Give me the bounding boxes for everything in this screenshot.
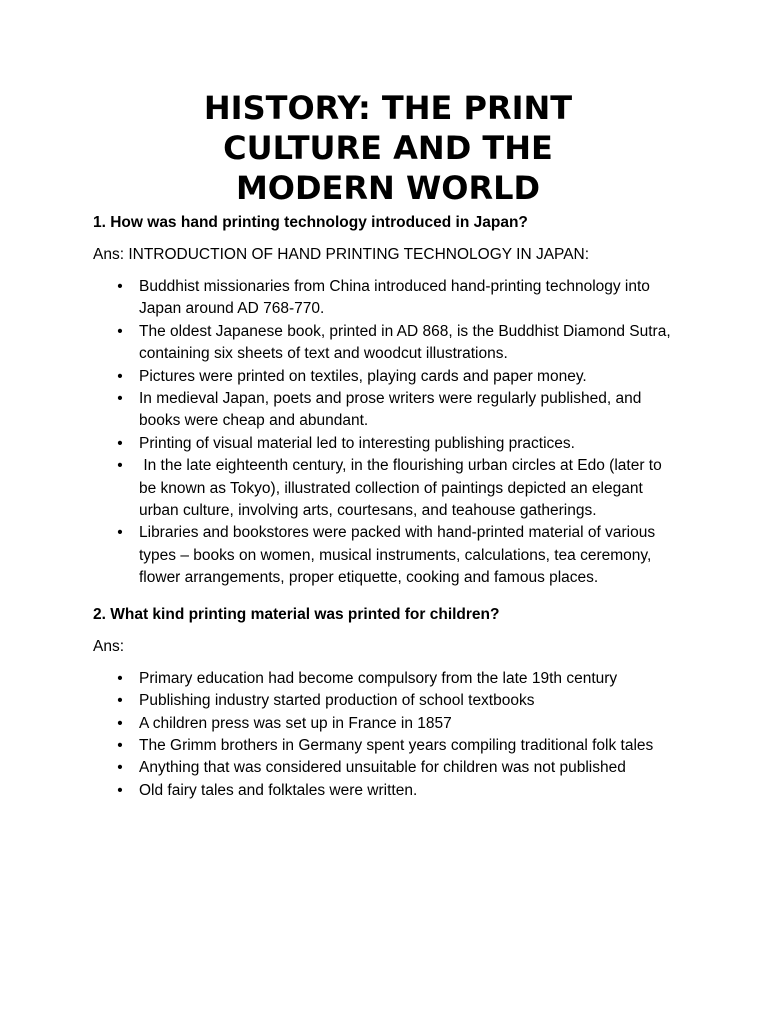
section-2 bbox=[93, 604, 683, 802]
list-item-text: In the late eighteenth century, in the flourishing urban circles at Edo (later to be known as Tokyo), illustrated collection of paintings depicted an elegant urban culture, involving arts, courtesans, and teahouse gatherings. bbox=[139, 457, 667, 520]
list-item bbox=[93, 735, 683, 757]
answer-2-list bbox=[93, 668, 683, 802]
list-item bbox=[93, 522, 683, 589]
list-item-text: Publishing industry started production of school textbooks bbox=[139, 692, 535, 710]
list-item bbox=[93, 388, 683, 433]
bullet-icon: • bbox=[117, 457, 123, 475]
list-item-text: Anything that was considered unsuitable for children was not published bbox=[139, 759, 626, 777]
list-item-text: In medieval Japan, poets and prose writers were regularly published, and books were cheap and abundant. bbox=[139, 390, 642, 430]
bullet-icon: • bbox=[117, 367, 123, 385]
list-item-text: Buddhist missionaries from China introduced hand-printing technology into Japan around AD 768-770. bbox=[139, 278, 650, 318]
list-item bbox=[93, 321, 683, 366]
question-1: 1. How was hand printing technology introduced in Japan? bbox=[93, 214, 528, 231]
answer-1-list bbox=[93, 276, 683, 590]
bullet-icon: • bbox=[117, 278, 123, 295]
list-item-text: Pictures were printed on textiles, playing cards and paper money. bbox=[139, 367, 587, 385]
list-item bbox=[93, 757, 683, 779]
list-item-text: The oldest Japanese book, printed in AD 868, is the Buddhist Diamond Sutra, containing six sheets of text and woodcut illustrations. bbox=[139, 322, 671, 363]
bullet-icon: • bbox=[117, 322, 123, 340]
bullet-icon: • bbox=[117, 781, 123, 799]
list-item bbox=[93, 668, 683, 690]
list-item-text: Libraries and bookstores were packed with hand-printed material of various types – books on women, musical instruments, calculations, tea ceremony, flower arrangements, proper etiquette, cooking and famous places. bbox=[139, 524, 656, 587]
document-title: HISTORY: THE PRINT CULTURE AND THE MODERN WORLD bbox=[203, 89, 573, 207]
bullet-icon: • bbox=[117, 736, 123, 754]
document-page bbox=[93, 88, 683, 812]
list-item-text: Old fairy tales and folktales were written. bbox=[139, 781, 418, 799]
list-item bbox=[93, 713, 683, 735]
list-item bbox=[93, 366, 683, 388]
bullet-icon: • bbox=[117, 692, 123, 710]
list-item-text: Printing of visual material led to interesting publishing practices. bbox=[139, 434, 575, 452]
list-item bbox=[93, 276, 683, 321]
list-item bbox=[93, 455, 683, 522]
answer-1-label: Ans: INTRODUCTION OF HAND PRINTING TECHNOLOGY IN JAPAN: bbox=[93, 246, 590, 263]
section-1 bbox=[93, 212, 683, 590]
bullet-icon: • bbox=[117, 390, 123, 408]
bullet-icon: • bbox=[117, 714, 123, 732]
bullet-icon: • bbox=[117, 434, 123, 452]
list-item-text: Primary education had become compulsory from the late 19th century bbox=[139, 669, 618, 687]
list-item-text: The Grimm brothers in Germany spent years compiling traditional folk tales bbox=[139, 736, 654, 754]
bullet-icon: • bbox=[117, 759, 123, 777]
list-item bbox=[93, 433, 683, 455]
list-item bbox=[93, 690, 683, 712]
answer-2-label: Ans: bbox=[93, 637, 125, 655]
question-2: 2. What kind printing material was printed for children? bbox=[93, 605, 500, 623]
bullet-icon: • bbox=[117, 669, 123, 687]
list-item-text: A children press was set up in France in 1857 bbox=[139, 714, 452, 732]
bullet-icon: • bbox=[117, 524, 123, 542]
list-item bbox=[93, 780, 683, 802]
